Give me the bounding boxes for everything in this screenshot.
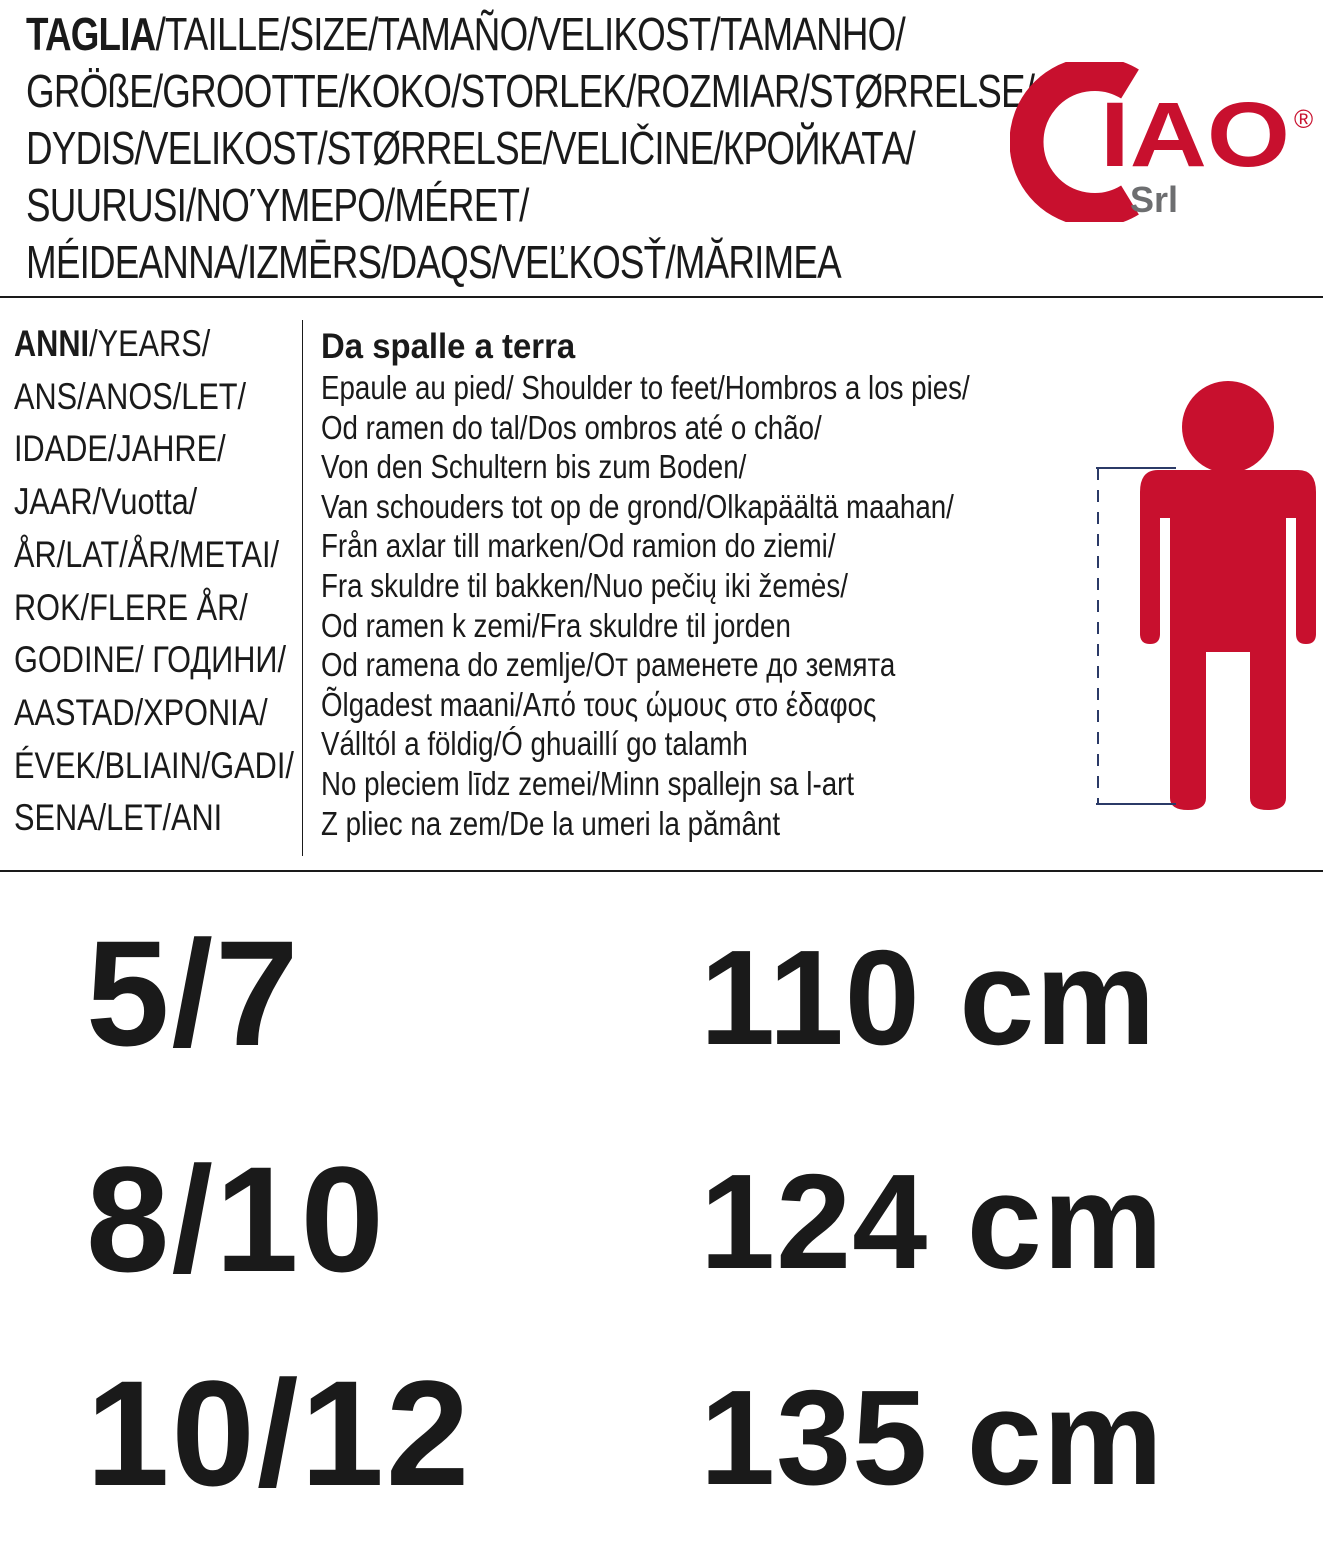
- measure-line: No pleciem līdz zemei/Minn spallejn sa l-art: [321, 764, 855, 802]
- title-line-2: GRÖßE/GROOTTE/KOKO/STORLEK/ROZMIAR/STØRRELSE/: [26, 65, 1035, 117]
- measure-line: Van schouders tot op de grond/Olkapäältä maahan/: [321, 487, 954, 525]
- years-line: GODINE/ ГОДИНИ/: [14, 639, 286, 681]
- size-row: [0, 1349, 1323, 1548]
- years-line: [14, 318, 255, 371]
- logo-registered-mark: ®: [1294, 104, 1314, 134]
- bottom-divider: [0, 870, 1323, 872]
- measure-column: [321, 326, 1081, 843]
- size-row: [0, 1135, 1323, 1334]
- size-age: 5/7: [86, 909, 301, 1077]
- years-line: ANS/ANOS/LET/: [14, 375, 247, 417]
- years-line: JAAR/Vuotta/: [14, 481, 198, 523]
- years-line: SENA/LET/ANI: [14, 797, 223, 839]
- years-column: [14, 318, 304, 845]
- title-lead: TAGLIA: [26, 8, 156, 60]
- size-age: 10/12: [86, 1349, 472, 1517]
- years-line: ÉVEK/BLIAIN/GADI/: [14, 744, 294, 786]
- years-line: IDADE/JAHRE/: [14, 428, 226, 470]
- years-rest: /YEARS/: [89, 323, 211, 364]
- size-title: [26, 6, 1035, 291]
- title-line-4: SUURUSI/ΝΟΎΜΕΡΟ/MÉRET/: [26, 179, 529, 231]
- logo-sub-text: Srl: [1130, 179, 1179, 220]
- measure-line: Válltól a földig/Ó ghuaillí go talamh: [321, 725, 748, 763]
- title-line-1: [26, 6, 905, 63]
- measure-line: Von den Schultern bis zum Boden/: [321, 448, 747, 486]
- measure-line: Od ramena do zemlje/От раменете до земята: [321, 646, 896, 684]
- size-age: 8/10: [86, 1135, 386, 1303]
- logo-brand-text: IAO: [1100, 84, 1290, 186]
- measure-line: Od ramen k zemi/Fra skuldre til jorden: [321, 606, 791, 644]
- years-lead: ANNI: [14, 323, 90, 364]
- measure-line: Epaule au pied/ Shoulder to feet/Hombros a los pies/: [321, 369, 970, 406]
- ciao-logo: [1010, 62, 1320, 222]
- title-line-5: MÉIDEANNA/IZMĒRS/DAQS/VEĽKOSŤ/MĂRIMEA: [26, 236, 841, 288]
- years-line: ÅR/LAT/ÅR/METAI/: [14, 533, 280, 575]
- figure-body: [1140, 470, 1316, 810]
- size-length: 110 cm: [700, 922, 1157, 1073]
- size-length: 124 cm: [700, 1146, 1164, 1297]
- person-silhouette-icon: [1090, 380, 1320, 820]
- measure-line: Od ramen do tal/Dos ombros até o chão/: [321, 408, 822, 446]
- size-length: 135 cm: [700, 1362, 1164, 1513]
- title-line-3: DYDIS/VELIKOST/STØRRELSE/VELIČINE/КРОЙКАТА/: [26, 122, 915, 174]
- years-line: AASTAD/XPONIA/: [14, 691, 268, 733]
- size-row: [0, 909, 1323, 1108]
- measure-line: Från axlar till marken/Od ramion do ziemi/: [321, 527, 836, 565]
- figure-head: [1182, 381, 1274, 473]
- measure-line: Õlgadest maani/Από τους ώμους στο έδαφος: [321, 685, 877, 723]
- title-rest: /TAILLE/SIZE/TAMAÑO/VELIKOST/TAMANHO/: [155, 8, 905, 60]
- top-divider: [0, 296, 1323, 298]
- measure-heading: Da spalle a terra: [321, 327, 576, 366]
- column-divider: [302, 320, 303, 856]
- measure-line: Z pliec na zem/De la umeri la pământ: [321, 804, 781, 842]
- measure-line: Fra skuldre til bakken/Nuo pečių iki žemės/: [321, 566, 848, 604]
- years-line: ROK/FLERE ÅR/: [14, 586, 248, 628]
